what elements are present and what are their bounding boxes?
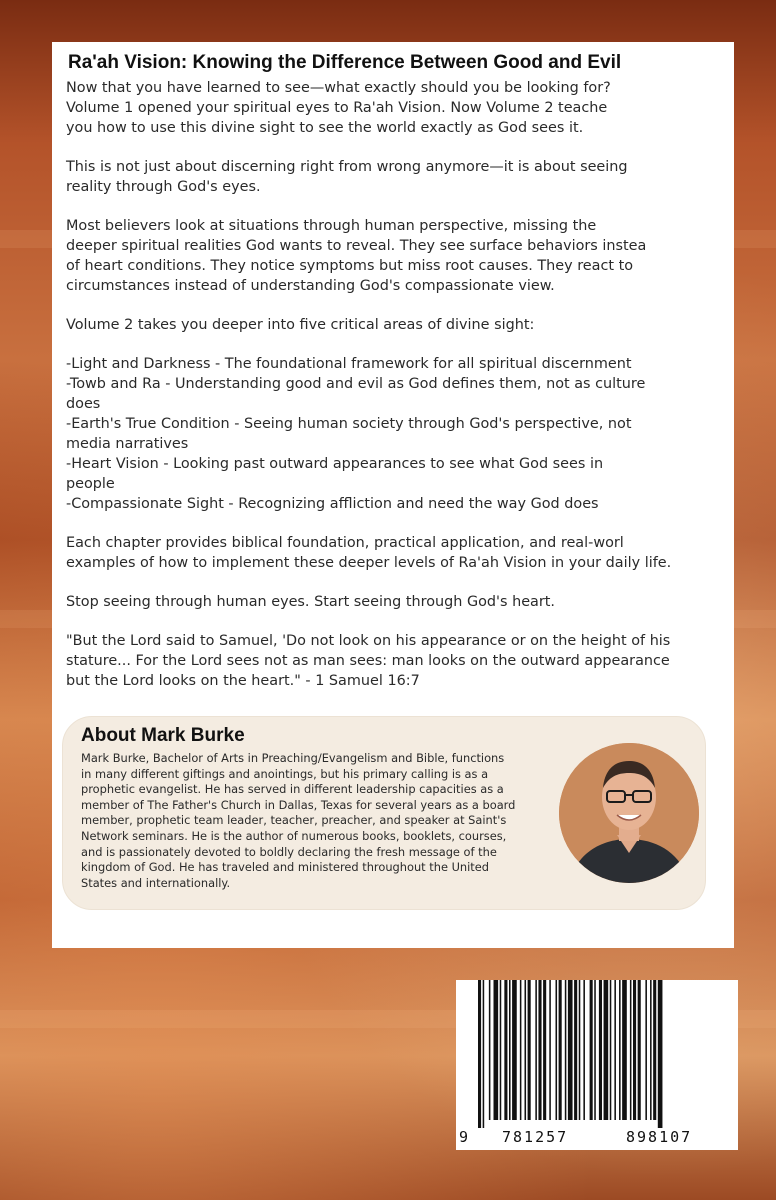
barcode-bar — [630, 980, 632, 1120]
description-line: This is not just about discerning right from wrong anymore—it is about seeing — [66, 159, 628, 175]
barcode-bar — [538, 980, 541, 1120]
isbn-prefix: 9 — [459, 1128, 471, 1146]
barcode-bar — [509, 980, 511, 1120]
focus-area-item: media narratives — [66, 436, 189, 452]
barcode-bar — [568, 980, 573, 1120]
book-title: Ra'ah Vision: Knowing the Difference Between Good and Evil — [68, 52, 622, 73]
barcode-bar — [638, 980, 641, 1120]
description-line: reality through God's eyes. — [66, 179, 261, 195]
scripture-quote: "But the Lord said to Samuel, 'Do not look on his appearance or on the height of his — [66, 633, 671, 649]
barcode-bar — [565, 980, 567, 1120]
author-bio-line: kingdom of God. He has traveled and ministered throughout the United — [81, 860, 490, 875]
focus-area-item: -Heart Vision - Looking past outward appearances to see what God sees in — [66, 456, 604, 472]
barcode-bar — [556, 980, 558, 1120]
scripture-quote: stature... For the Lord sees not as man sees: man looks on the outward appearance — [66, 653, 670, 669]
description-line: Now that you have learned to see—what exactly should you be looking for? — [66, 80, 611, 96]
barcode-bar — [520, 980, 522, 1120]
description-line: Volume 1 opened your spiritual eyes to Ra'ah Vision. Now Volume 2 teache — [66, 100, 608, 116]
author-bio — [81, 751, 553, 891]
barcode-bar — [512, 980, 517, 1120]
barcode-bar — [579, 980, 581, 1120]
description-line: Most believers look at situations through human perspective, missing the — [66, 218, 597, 234]
author-bio-line: and is passionately devoted to boldly declaring the fresh message of the — [81, 844, 497, 859]
barcode-bar — [645, 980, 647, 1120]
barcode-bar — [622, 980, 627, 1120]
barcode-bar — [483, 980, 485, 1128]
focus-area-item: does — [66, 396, 101, 412]
description-line: you how to use this divine sight to see the world exactly as God sees it. — [66, 120, 584, 136]
author-bio-line: member of The Father's Church in Dallas, Texas for several years as a board — [81, 797, 516, 812]
barcode-bar — [574, 980, 577, 1120]
author-bio-line: Network seminars. He is the author of numerous books, booklets, courses, — [81, 828, 507, 843]
isbn-digits — [456, 1128, 738, 1148]
focus-area-item: people — [66, 476, 115, 492]
barcode-bar — [489, 980, 491, 1120]
description-line: circumstances instead of understanding God's compassionate view. — [66, 278, 555, 294]
back-cover-text-panel — [52, 42, 734, 948]
author-bio-line: in many different giftings and anointings, but his primary calling is as a — [81, 766, 489, 781]
description-text — [66, 78, 726, 691]
barcode-bar — [549, 980, 551, 1120]
author-bio-line: States and internationally. — [81, 875, 231, 890]
barcode-bar — [658, 980, 663, 1128]
author-bio-line: member, prophetic team leader, teacher, preacher, and speaker at Saint's — [81, 813, 507, 828]
description-line: of heart conditions. They notice symptoms but miss root causes. They react to — [66, 258, 634, 274]
barcode-bar — [594, 980, 596, 1120]
description-line: deeper spiritual realities God wants to reveal. They see surface behaviors instea — [66, 238, 647, 254]
isbn-barcode — [456, 980, 738, 1150]
author-bio-line: prophetic evangelist. He has served in different leadership capacities as a — [81, 782, 504, 797]
author-photo — [559, 743, 699, 883]
barcode-bar — [599, 980, 602, 1120]
focus-area-item: -Earth's True Condition - Seeing human society through God's perspective, not — [66, 416, 632, 432]
barcode-bar — [525, 980, 527, 1120]
description-line: examples of how to implement these deeper levels of Ra'ah Vision in your daily life. — [66, 555, 672, 571]
barcode-bar — [590, 980, 593, 1120]
barcode-bar — [528, 980, 531, 1120]
barcode-bar — [633, 980, 636, 1120]
author-heading: About Mark Burke — [81, 725, 245, 746]
description-line: Volume 2 takes you deeper into five critical areas of divine sight: — [66, 317, 535, 333]
barcode-bar — [494, 980, 499, 1120]
focus-area-item: -Compassionate Sight - Recognizing affliction and need the way God does — [66, 496, 599, 512]
barcode-bar — [614, 980, 616, 1120]
scripture-quote: but the Lord looks on the heart." - 1 Samuel 16:7 — [66, 673, 420, 689]
isbn-group-1: 781257 — [502, 1128, 569, 1146]
barcode-bar — [610, 980, 612, 1120]
focus-area-item: -Towb and Ra - Understanding good and evil as God defines them, not as culture — [66, 376, 646, 392]
barcode-bar — [543, 980, 546, 1120]
barcode-bar — [478, 980, 481, 1128]
barcode-bar — [653, 980, 656, 1120]
barcode-bar — [650, 980, 652, 1120]
barcode-bar — [619, 980, 621, 1120]
description-line: Stop seeing through human eyes. Start seeing through God's heart. — [66, 594, 556, 610]
barcode-bar — [535, 980, 537, 1120]
author-bio-line: Mark Burke, Bachelor of Arts in Preaching/Evangelism and Bible, functions — [81, 751, 505, 765]
barcode-bar — [583, 980, 585, 1120]
barcode-bar — [504, 980, 507, 1120]
barcode-bar — [604, 980, 609, 1120]
description-line: Each chapter provides biblical foundation, practical application, and real-worl — [66, 535, 624, 551]
isbn-group-2: 898107 — [626, 1128, 693, 1146]
about-author-box — [62, 716, 706, 910]
barcode-bar — [559, 980, 562, 1120]
barcode-bar — [500, 980, 502, 1120]
focus-area-item: -Light and Darkness - The foundational framework for all spiritual discernment — [66, 356, 632, 372]
